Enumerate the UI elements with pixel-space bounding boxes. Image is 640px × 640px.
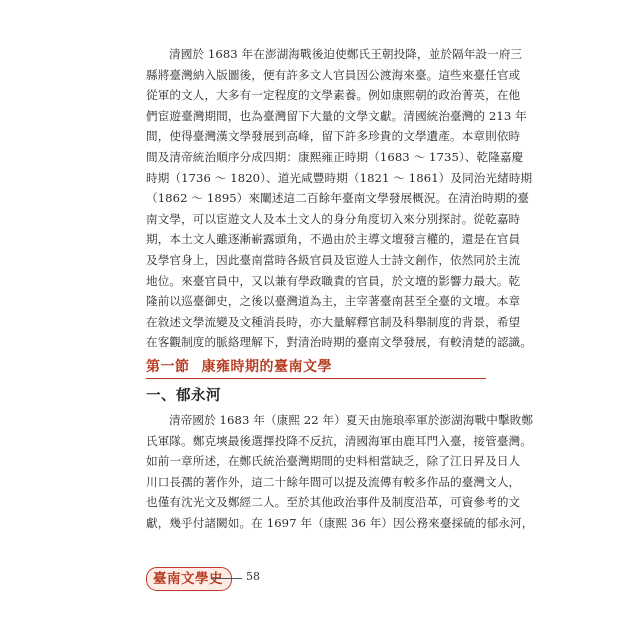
section-heading [146,356,486,376]
body-line: 川口長孺的著作外，這二十餘年間可以提及流傳有較多作品的臺灣文人， [146,474,521,489]
intro-line: 時期（1736 ～ 1820）、道光咸豐時期（1821 ～ 1861）及同治光緒時期 [146,170,533,185]
intro-line: 地位。來臺官員中，又以兼有學政職責的官員，於文壇的影響力最大。乾 [146,273,521,288]
book-logo: 臺南文學史 [146,567,232,591]
intro-line: 在客觀制度的脈絡理解下，對清治時期的臺南文學發展，有較清楚的認識。 [146,335,532,350]
body-line: 也僅有沈光文及鄭經二人。至於其他政治事件及制度沿革，可資參考的文 [146,495,521,510]
intro-line: 縣將臺灣納入版圖後，便有許多文人官員因公渡海來臺。這些來臺任官或 [146,67,521,82]
subsection-heading: 一、郁永河 [146,388,221,404]
intro-line: （1862 ～ 1895）來闡述這二百餘年臺南文學發展概況。在清治時期的臺 [146,191,530,206]
intro-line: 及學官身上，因此臺南當時各級官員及宦遊人士詩文創作，依然同於主流 [146,252,521,267]
intro-line: 期，本土文人雖逐漸嶄露頭角，不過由於主導文壇發言權的，還是在官員 [146,232,521,247]
intro-line: 間，使得臺灣漢文學發展到高峰，留下許多珍貴的文學遺產。本章則依時 [146,129,521,144]
body-line: 氏軍隊。鄭克塽最後選擇投降不反抗，清國海軍由鹿耳門入臺，接管臺灣。 [146,433,532,448]
intro-paragraph [146,44,533,353]
intro-line: 清國於 1683 年在澎湖海戰後迫使鄭氏王朝投降，並於隔年設一府三 [169,47,523,61]
page-number: 58 [246,570,260,583]
intro-line: 隆前以巡臺御史，之後以臺灣道為主，主宰著臺南甚至全臺的文壇。本章 [146,294,521,309]
intro-line: 南文學，可以宦遊文人及本土文人的身分角度切入來分別探討。從乾嘉時 [146,211,521,226]
intro-line: 們宦遊臺灣期間，也為臺灣留下大量的文學文獻。清國統治臺灣的 213 年 [146,108,527,123]
body-paragraph [146,410,534,534]
body-line: 獻，幾乎付諸闕如。在 1697 年（康熙 36 年）因公務來臺採硫的郁永河， [146,515,534,530]
section-divider [146,378,486,379]
footer-divider [212,578,242,579]
section-number: 第一節 [146,359,190,375]
intro-line: 間及清帝統治順序分成四期：康熙雍正時期（1683 ～ 1735）、乾隆嘉慶 [146,149,524,164]
section-title: 康雍時期的臺南文學 [201,359,332,375]
intro-line: 從軍的文人，大多有一定程度的文學素養。例如康熙朝的政治菁英，在他 [146,88,521,103]
body-line: 如前一章所述，在鄭氏統治臺灣期間的史料相當缺乏，除了江日昇及日人 [146,454,521,469]
intro-line: 在敘述文學流變及文種消長時，亦大量解釋官制及科舉制度的背景，希望 [146,314,521,329]
body-line: 清帝國於 1683 年（康熙 22 年）夏天由施琅率軍於澎湖海戰中擊敗鄭 [169,413,534,427]
